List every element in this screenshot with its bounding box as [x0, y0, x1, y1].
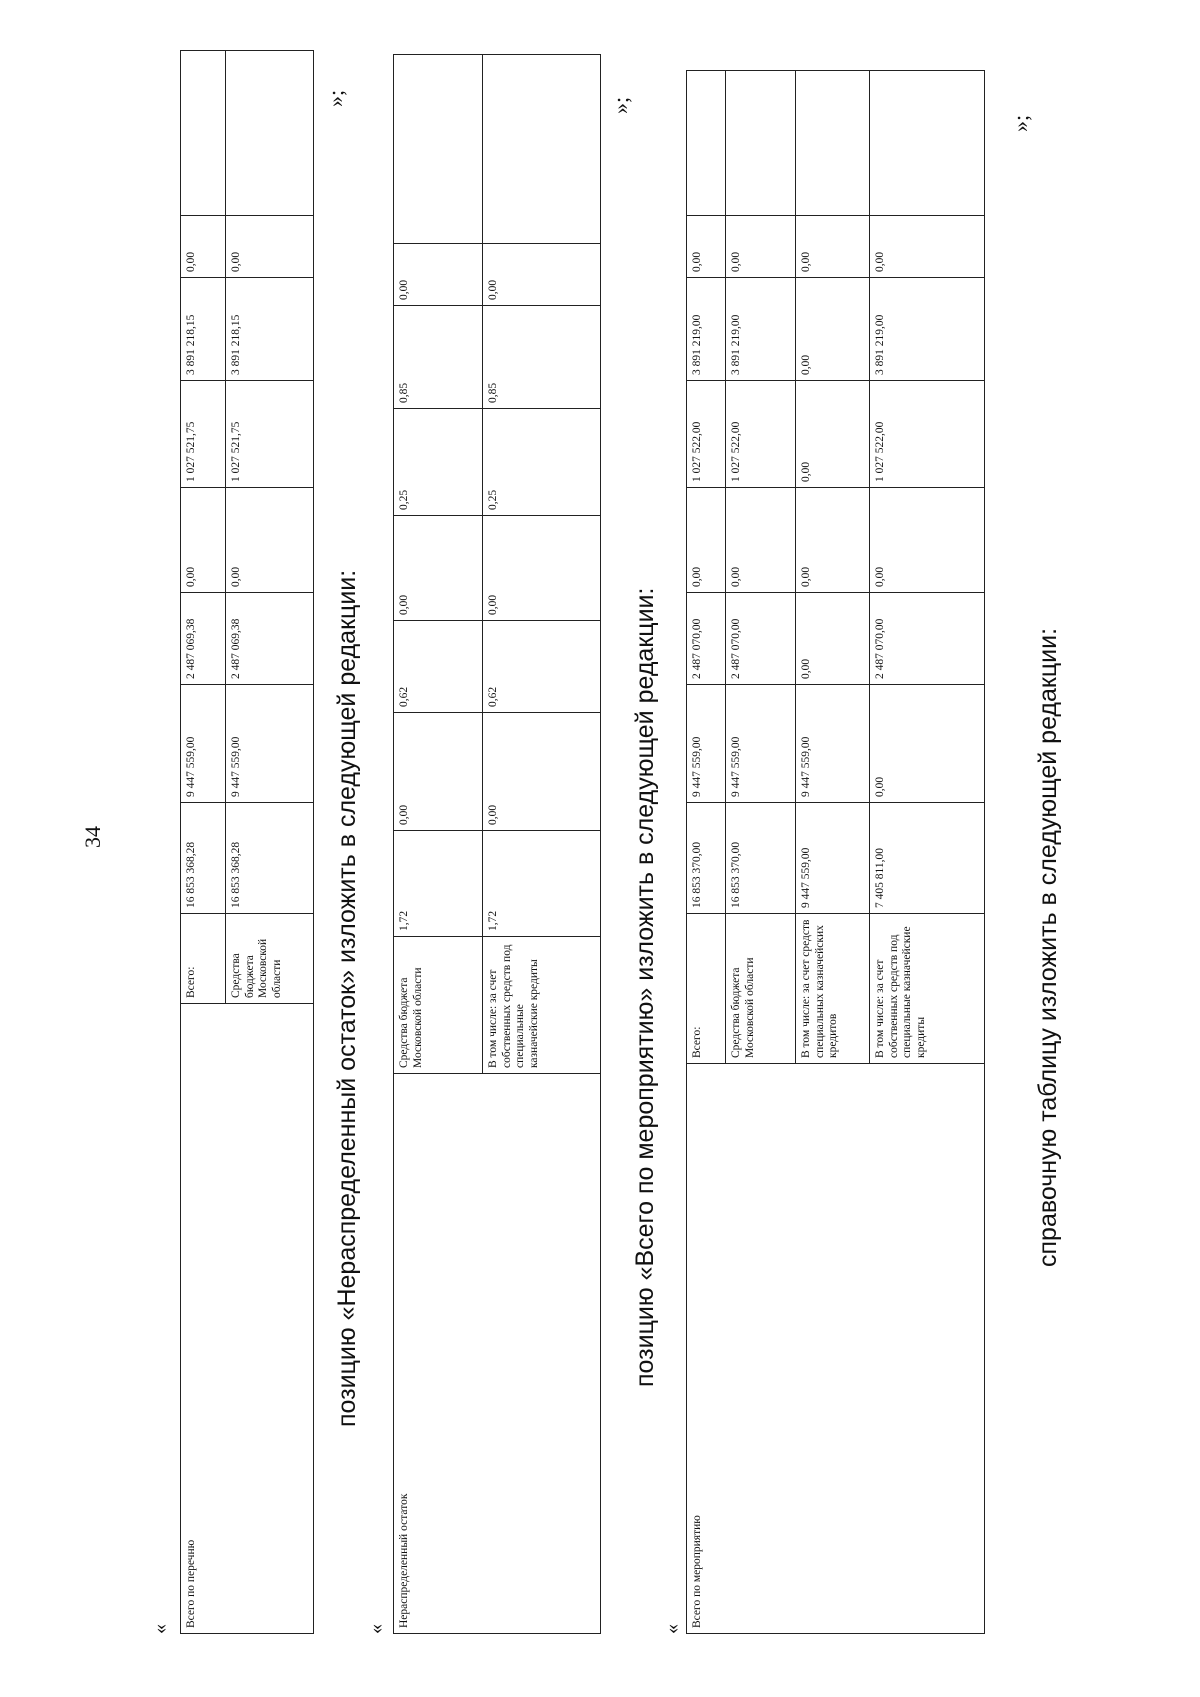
amount-cell: 3 891 218,15 — [181, 278, 226, 381]
opening-quote-1: « — [149, 1624, 171, 1634]
amount-cell: 0,00 — [870, 488, 985, 593]
amount-cell: 7 405 811,00 — [870, 803, 985, 914]
amount-cell: 0,00 — [483, 244, 601, 306]
heading-unallocated-balance: позицию «Нераспределенный остаток» изложить в следующей редакции: — [333, 569, 361, 1427]
amount-cell: 9 447 559,00 — [796, 685, 870, 803]
amount-cell: 0,00 — [483, 713, 601, 831]
amount-cell: 0,00 — [394, 713, 483, 831]
amount-cell: 3 891 219,00 — [870, 278, 985, 381]
amount-cell — [394, 55, 483, 244]
amount-cell: 0,00 — [726, 216, 796, 278]
amount-cell: 2 487 069,38 — [181, 593, 226, 685]
amount-cell — [226, 51, 314, 216]
amount-cell: 0,85 — [394, 306, 483, 409]
amount-cell: 0,62 — [483, 621, 601, 713]
amount-cell — [726, 71, 796, 216]
amount-cell: 2 487 070,00 — [726, 593, 796, 685]
amount-cell — [796, 71, 870, 216]
table-row — [394, 55, 483, 1634]
amount-cell: 0,00 — [870, 685, 985, 803]
funding-source-cell: В том числе: за счет собственных средств под специальные казначейские кредиты — [870, 914, 985, 1064]
table-total-by-event — [686, 70, 985, 1634]
amount-cell: 1,72 — [483, 831, 601, 937]
amount-cell: 0,85 — [483, 306, 601, 409]
amount-cell: 1 027 522,00 — [726, 381, 796, 488]
amount-cell: 0,00 — [226, 488, 314, 593]
amount-cell: 16 853 368,28 — [181, 803, 226, 914]
amount-cell: 3 891 219,00 — [726, 278, 796, 381]
amount-cell: 0,00 — [796, 278, 870, 381]
amount-cell — [483, 55, 601, 244]
amount-cell: 1 027 521,75 — [181, 381, 226, 488]
amount-cell: 9 447 559,00 — [796, 803, 870, 914]
table-total-by-list — [180, 50, 314, 1634]
amount-cell: 3 891 219,00 — [687, 278, 726, 381]
opening-quote-2: « — [365, 1624, 387, 1634]
amount-cell: 1 027 522,00 — [687, 381, 726, 488]
amount-cell: 0,62 — [394, 621, 483, 713]
closing-quote-3: »; — [1008, 114, 1033, 132]
item-name-cell: Всего по перечню — [181, 1004, 314, 1634]
amount-cell: 0,00 — [726, 488, 796, 593]
amount-cell: 2 487 069,38 — [226, 593, 314, 685]
amount-cell — [181, 51, 226, 216]
item-name-cell: Всего по мероприятию — [687, 1064, 985, 1634]
amount-cell: 0,00 — [394, 516, 483, 621]
amount-cell: 0,00 — [687, 488, 726, 593]
amount-cell: 0,25 — [483, 409, 601, 516]
amount-cell: 0,00 — [687, 216, 726, 278]
amount-cell: 0,25 — [394, 409, 483, 516]
amount-cell: 2 487 070,00 — [870, 593, 985, 685]
amount-cell — [687, 71, 726, 216]
amount-cell: 0,00 — [796, 593, 870, 685]
closing-quote-1: »; — [323, 89, 348, 107]
amount-cell: 9 447 559,00 — [181, 685, 226, 803]
amount-cell: 1 027 522,00 — [870, 381, 985, 488]
amount-cell: 9 447 559,00 — [726, 685, 796, 803]
amount-cell: 16 853 370,00 — [687, 803, 726, 914]
amount-cell — [870, 71, 985, 216]
heading-total-by-event: позицию «Всего по мероприятию» изложить в следующей редакции: — [631, 587, 659, 1387]
amount-cell: 16 853 368,28 — [226, 803, 314, 914]
amount-cell: 0,00 — [870, 216, 985, 278]
amount-cell: 0,00 — [796, 488, 870, 593]
amount-cell: 1 027 521,75 — [226, 381, 314, 488]
funding-source-cell: В том числе: за счет средств специальных казначейских кредитов — [796, 914, 870, 1064]
table-row — [181, 51, 226, 1634]
item-name-cell: Нераспределенный остаток — [394, 1074, 601, 1634]
amount-cell: 0,00 — [483, 516, 601, 621]
funding-source-cell: Средства бюджета Московской области — [394, 937, 483, 1074]
funding-source-cell: В том числе: за счет собственных средств под специальные казначейские кредиты — [483, 937, 601, 1074]
page-number: 34 — [80, 826, 105, 848]
heading-reference-table: справочную таблицу изложить в следующей редакции: — [1034, 627, 1062, 1267]
amount-cell: 0,00 — [181, 216, 226, 278]
funding-source-cell: Средства бюджета Московской области — [726, 914, 796, 1064]
amount-cell: 2 487 070,00 — [687, 593, 726, 685]
amount-cell: 0,00 — [394, 244, 483, 306]
amount-cell: 1,72 — [394, 831, 483, 937]
funding-source-cell: Всего: — [687, 914, 726, 1064]
table-row — [687, 71, 726, 1634]
amount-cell: 16 853 370,00 — [726, 803, 796, 914]
table-unallocated-balance — [393, 54, 601, 1634]
opening-quote-3: « — [661, 1624, 683, 1634]
funding-source-cell: Средства бюджета Московской области — [226, 914, 314, 1004]
amount-cell: 9 447 559,00 — [226, 685, 314, 803]
amount-cell: 9 447 559,00 — [687, 685, 726, 803]
amount-cell: 0,00 — [226, 216, 314, 278]
closing-quote-2: »; — [608, 96, 633, 114]
amount-cell: 0,00 — [796, 216, 870, 278]
funding-source-cell: Всего: — [181, 914, 226, 1004]
amount-cell: 0,00 — [796, 381, 870, 488]
amount-cell: 3 891 218,15 — [226, 278, 314, 381]
amount-cell: 0,00 — [181, 488, 226, 593]
